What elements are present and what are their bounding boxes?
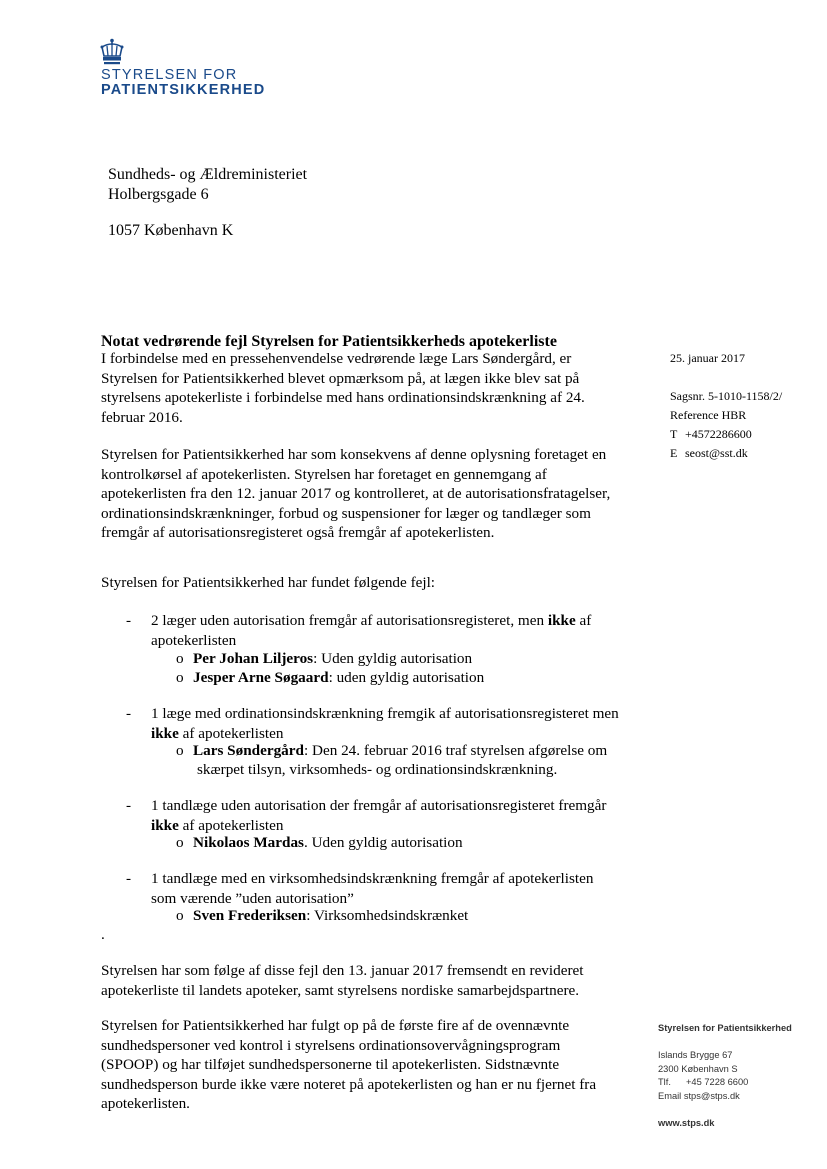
- bullet-icon: o: [176, 669, 184, 686]
- email-line: [670, 444, 748, 463]
- footer-email[interactable]: Email stps@stps.dk: [658, 1091, 740, 1101]
- crown-logo-icon: [99, 38, 125, 66]
- paragraph-2: Styrelsen for Patientsikkerhed har som konsekvens af denne oplysning foretaget en kontrolkørsel af apotekerlisten. Styrelsen har foretaget en gennemgang af apotekerlisten fra den 12. januar 2017 og kontrolleret, at de autorisationsfratagelser, ordinationsindskrænkninger, forbud og suspensioner for læger og tandlæger som fremgår af autorisationsregisteret også fremgår af apotekerlisten.: [101, 446, 611, 542]
- bullet-icon: o: [176, 742, 184, 759]
- footer-web[interactable]: www.stps.dk: [658, 1118, 715, 1128]
- recipient-name: Sundheds- og Ældreministeriet: [108, 166, 308, 183]
- sub-item: o Sven Frederiksen: Virksomhedsindskrænket: [176, 907, 469, 924]
- logo-text-line1: STYRELSEN FOR: [101, 67, 238, 83]
- document-title: Notat vedrørende fejl Styrelsen for Patientsikkerheds apotekerliste: [101, 333, 557, 350]
- list-item-2: 1 læge med ordinationsindskrænkning fremgik af autorisationsregisteret men ikke af apotekerlisten: [151, 705, 619, 742]
- phone-number: +4572286600: [685, 427, 752, 441]
- list-dash: -: [126, 797, 132, 814]
- footer-tel: Tlf. +45 7228 6600: [658, 1077, 749, 1087]
- stray-dot: .: [101, 926, 105, 943]
- phone-line: [670, 425, 752, 444]
- sub-item: o Per Johan Liljeros: Uden gyldig autorisation: [176, 650, 473, 667]
- sub-item: o Lars Søndergård: Den 24. februar 2016 traf styrelsen afgørelse om: [176, 742, 608, 759]
- paragraph-1: I forbindelse med en pressehenvendelse vedrørende læge Lars Søndergård, er Styrelsen for Patientsikkerhed blevet opmærksom på, at lægen ikke blev sat på styrelsens apotekerliste i forbindelse med hans ordinationsindskrænkning af 24. februar 2016.: [101, 350, 585, 426]
- list-dash: -: [126, 612, 132, 629]
- sub-item: o Jesper Arne Søgaard: uden gyldig autorisation: [176, 669, 485, 686]
- bullet-icon: o: [176, 650, 184, 667]
- sub-item: o Nikolaos Mardas. Uden gyldig autorisation: [176, 834, 463, 851]
- recipient-street: Holbergsgade 6: [108, 186, 209, 203]
- logo-text-line2: PATIENTSIKKERHED: [101, 82, 266, 98]
- sub-item-continuation: skærpet tilsyn, virksomheds- og ordinationsindskrænkning.: [197, 761, 558, 778]
- case-number: Sagsnr. 5-1010-1158/2/: [670, 389, 783, 403]
- list-item-1: 2 læger uden autorisation fremgår af autorisationsregisteret, men ikke af apotekerlisten: [151, 612, 592, 649]
- list-item-4: 1 tandlæge med en virksomhedsindskrænkning fremgår af apotekerlisten som værende ”uden autorisation”: [151, 870, 594, 907]
- list-dash: -: [126, 705, 132, 722]
- email-link[interactable]: seost@sst.dk: [685, 446, 748, 460]
- paragraph-3: Styrelsen for Patientsikkerhed har fundet følgende fejl:: [101, 574, 436, 591]
- list-dash: -: [126, 870, 132, 887]
- paragraph-4: Styrelsen har som følge af disse fejl den 13. januar 2017 fremsendt en revideret apotekerliste til landets apoteker, samt styrelsens nordiske samarbejdspartnere.: [101, 962, 584, 999]
- footer-street: Islands Brygge 67: [658, 1050, 733, 1060]
- footer-org: Styrelsen for Patientsikkerhed: [658, 1023, 792, 1033]
- email-label: E: [670, 446, 678, 460]
- bullet-icon: o: [176, 907, 184, 924]
- list-item-3: 1 tandlæge uden autorisation der fremgår af autorisationsregisteret fremgår ikke af apotekerlisten: [151, 797, 607, 834]
- recipient-city: 1057 København K: [108, 222, 234, 239]
- phone-label: T: [670, 427, 678, 441]
- document-date: 25. januar 2017: [670, 351, 745, 365]
- paragraph-5: Styrelsen for Patientsikkerhed har fulgt op på de første fire af de ovennævnte sundhedspersoner ved kontrol i styrelsens ordinationsovervågningsprogram (SPOOP) og har tilføjet sundhedspersonerne til apotekerlisten. Sidstnævnte sundhedsperson burde ikke være noteret på apotekerlisten og han er nu fjernet fra apotekerlisten.: [101, 1017, 597, 1113]
- footer-city: 2300 København S: [658, 1064, 738, 1074]
- bullet-icon: o: [176, 834, 184, 851]
- reference: Reference HBR: [670, 408, 747, 422]
